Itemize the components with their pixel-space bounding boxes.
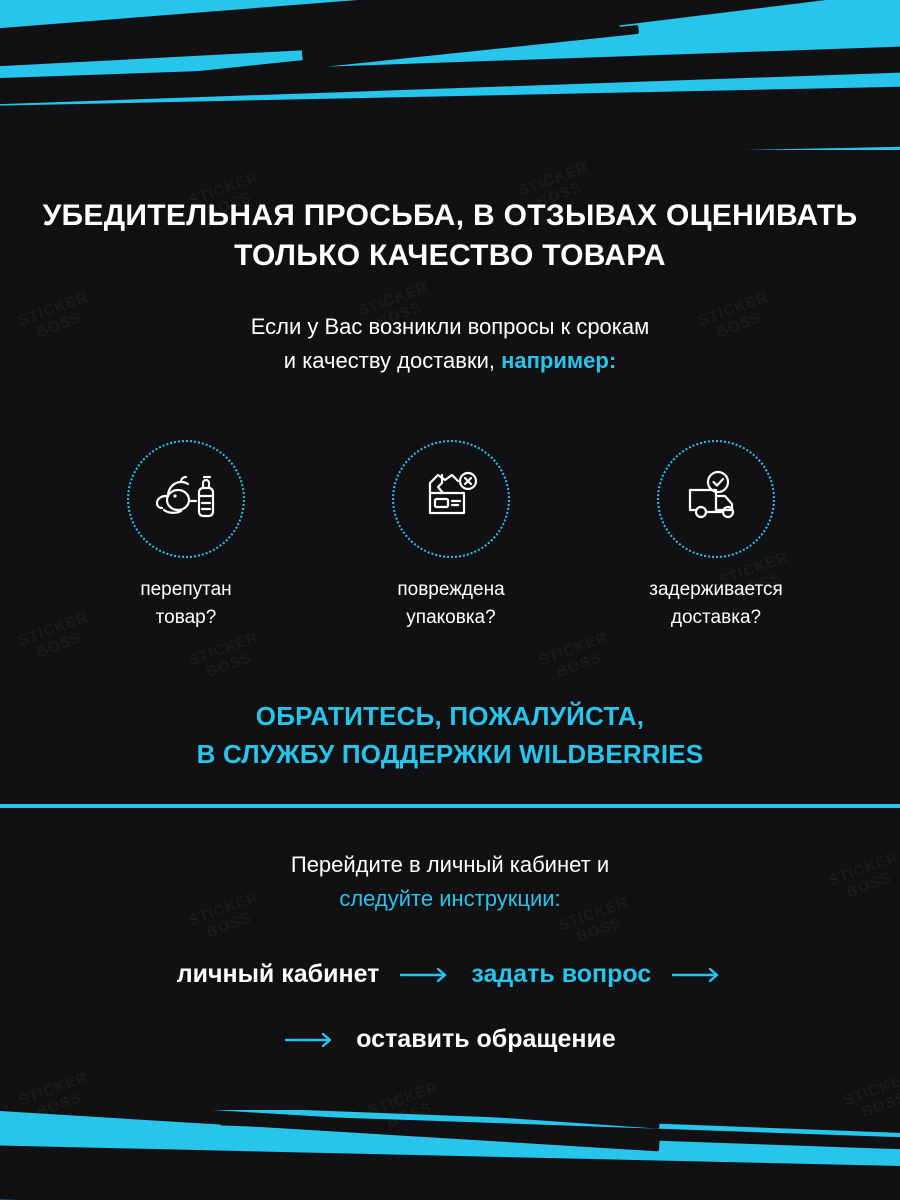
damaged-parcel-icon [420,467,482,532]
reason-caption-line-2: упаковка? [406,606,496,628]
cta-line-2: В СЛУЖБУ ПОДДЕРЖКИ WILDBERRIES [196,738,704,769]
delivery-truck-icon [684,468,748,531]
reason-caption [397,576,504,631]
arrow-right-icon [284,1031,336,1049]
reason-caption [649,576,782,631]
arrow-right-icon [399,966,451,984]
reason-caption-line-1: перепутан [140,579,232,600]
instruction-intro [0,848,900,916]
reason-caption-line-2: доставка? [670,606,762,628]
reason-caption-line-1: задерживается [649,579,783,600]
step-personal-account: личный кабинет [176,960,380,988]
subtitle-line-1: Если у Вас возникли вопросы к срокам [250,314,650,339]
subtitle-block [0,310,900,378]
instruction-steps-row-2 [0,1025,900,1054]
subtitle-accent: например: [501,348,617,374]
page-title: УБЕДИТЕЛЬНАЯ ПРОСЬБА, В ОТЗЫВАХ ОЦЕНИВАТЬ ТОЛЬКО КАЧЕСТВО ТОВАРА [42,199,858,272]
instruction-line-1: Перейдите в личный кабинет и [290,852,610,877]
instruction-steps-row-1 [0,960,900,989]
icon-circle [392,440,510,558]
icon-circle [127,440,245,558]
instruction-line-2: следуйте инструкции: [339,886,561,912]
baby-bottle-rattle-icon [154,468,218,531]
step-leave-request: оставить обращение [356,1025,616,1053]
reason-item-damaged-package [351,440,551,631]
icon-circle [657,440,775,558]
arrow-right-icon [671,966,723,984]
reason-caption-line-1: повреждена [397,579,505,600]
reason-caption-line-2: товар? [155,606,217,628]
reason-caption [140,576,231,631]
reason-item-wrong-product [86,440,286,631]
reason-item-delayed-delivery [616,440,816,631]
cta-line-1: ОБРАТИТЕСЬ, ПОЖАЛУЙСТА, [255,701,645,731]
reason-icon-row [86,440,816,631]
step-ask-question: задать вопрос [471,960,652,988]
subtitle-line-2: и качеству доставки, [283,348,502,374]
support-call-to-action [0,698,900,773]
